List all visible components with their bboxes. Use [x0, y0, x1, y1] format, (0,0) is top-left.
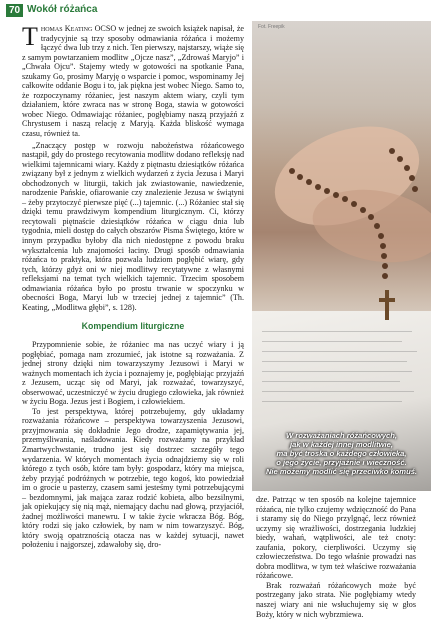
section-title: Wokół różańca	[27, 4, 98, 15]
intro-paragraph	[22, 24, 244, 139]
page-header	[0, 0, 431, 20]
photo-caption	[252, 431, 431, 476]
author-name: homas Keating	[40, 24, 93, 33]
quote-paragraph: „Znaczący postęp w rozwoju nabożeństwa różańcowego nastąpił, gdy do prostego recytowania modlitw dodano refleksję nad wielkimi tajemnicami wiary. Każdy z piętnastu dziesiątków różańca związany był z jednym z wielkich wydarzeń z życia Jezusa i Maryi obchodzonych w liturgii, takich jak zwiastowanie, nawiedzenie, narodzenie Pańskie, ofiarowanie czy znalezienie Jezusa w świątyni – żeby przytoczyć pierwsze pięć (...) tajemnic. (...) Różaniec stał się dzięki temu prawdziwym kompendium liturgicznym. Ci, którzy recytowali piętnaście dziesiątków różańca w ciągu dnia lub tygodnia, mieli dostęp do całych obszarów Pisma Świętego, które w innym przypadku byłoby dla nich niedostępne z powodu braku wykształcenia lub znajomości łaciny. Drugi sposób odmawiania różańca to praktyka, która pozwala ludziom pogłębić wiarę, gdy tych, którzy gdyż oni w niej modlitwy recytatywne z własnymi refleksjami na temat tych wielkich tajemnic. Trzecim sposobem odmawiania różańca było po prostu trwanie w spoczynku w obecności Boga, Maryi lub w trzeciej jednej z tajemnic” (Th. Keating, „Modlitwa głębi”, s. 128).	[22, 140, 244, 312]
rosary-photo	[252, 21, 431, 491]
caption-line: Nie możemy modlić się przeciwko komuś.	[265, 467, 418, 476]
text-line	[262, 331, 412, 332]
text-line	[262, 391, 414, 392]
text-line	[262, 351, 417, 352]
caption-line: o jego życie, przyjaźnie i wieczność.	[276, 458, 407, 467]
left-column	[22, 24, 244, 550]
right-paragraph-1: dze. Patrząc w ten sposób na kolejne tajemnice różańca, nie tylko czujemy wdzięczność do Pana i staramy się do Niego przylgnąć, lecz również uczymy się wrażliwości, dostrzegania ludzkiej biedy, wahań, wątpliwości, ale też cnoty: zaufania, pokory, cierpliwości. Uczymy się człowieczeństwa. Do tego właśnie prowadzi nas dobra modlitwa, w tym też właściwe rozważania różańcowe.	[256, 495, 416, 581]
page-number: 70	[6, 4, 23, 17]
caption-line: jak w każdej innej modlitwie,	[290, 440, 393, 449]
photo-credit: Fot. Freepik	[258, 24, 285, 30]
text-line	[262, 341, 402, 342]
text-line	[262, 361, 407, 362]
caption-line: ma być troska o każdego człowieka,	[276, 449, 407, 458]
intro-text: OCSO w jednej ze swoich książek napisał, że tradycyjnie są trzy sposoby odmawiania różańca i możemy łączyć dwa lub trzy z nich. Ten pierwszy, najstarszy, wiąże się z samym powtarzaniem modlitw „Ojcze nasz”, „Zdrowaś Maryjo” i „Chwała Ojcu”. Stajemy wtedy w gotowości na spotkanie Pana, szukamy Go, prosimy Maryję o wsparcie i pomoc, wspominamy Jej całkowite oddanie Bogu i to, jak piękna jest wobec Niego. Samo to, że rozpoczynamy różaniec, jest naszym aktem wiary, czyli tym działaniem, które zwraca nas w stronę Boga, stawia w gotowości wobec Niego. Odmawiając różaniec, pogłębiamy naszą przyjaźń z Chrystusem i naszą relację z Maryją. Każda bliskość wymaga czasu, również ta.	[22, 24, 245, 139]
right-column	[256, 495, 416, 619]
subheading: Kompendium liturgiczne	[81, 321, 185, 332]
cross-icon	[379, 290, 395, 320]
text-line	[262, 381, 400, 382]
text-line	[262, 371, 412, 372]
right-paragraph-2: Brak rozważań różańcowych może być postrzegany jako strata. Nie pogłębiamy wtedy naszej wiary ani nie wsłuchujemy się w głos Boży, który w nich wybrzmiewa.	[256, 580, 416, 619]
rosary-beads-icon	[252, 21, 431, 321]
text-line	[262, 401, 402, 402]
caption-line: W rozważaniach różańcowych,	[286, 431, 397, 440]
drop-cap: T	[22, 22, 38, 51]
body-paragraph-2: To jest perspektywa, której potrzebujemy, gdy układamy rozważania różańcowe – perspektywa towarzyszenia Jezusowi, przyjmowania się dokładnie Jego drodze, zapamiętywania jej, przemyśliwania, naśladowania. Kiedy rozważamy na przykład Zmartwychwstanie, trudno jest się dostrzec szczegóły tego wydarzenia. W których momentach życia odnajdziemy się w roli którego z tych osób, które tam były: gospodarz, który ma miejsca, żeby przyjąć podróżnych w potrzebie, tego kogoś, kto powiedział im o grocie u pasterzy, czasem sami jesteśmy tymi potrzebującymi – bezdomnymi, jak mająca zaraz rodzić kobieta, albo bezsilnymi, jak opiekujący się nią mąż, niemający dachu nad głową, przyjaciół, żadnej możliwości manewru. I w takie życie wkracza Bóg. Bóg, który rodzi się jako człowiek, by nam w nim towarzyszyć. Bóg, który swoją opatrznością otacza nas w każdej sytuacji, nawet położeniu i najgorszej, zdawałoby się, dro-	[22, 406, 244, 550]
body-paragraph-1: Przypomnienie sobie, że różaniec ma nas uczyć wiary i ją pogłębiać, pomaga nam zrozumieć, jak istotne są rozważania. Z jednej strony dzięki nim towarzyszymy Jezusowi i Maryi w ważnych momentach ich życia i poznajemy je, pogłębiając przyjaźń z Jezusem, ucząc się od Maryi, jak rozważać, towarzyszyć, obserwować, uczestniczyć w życiu drugiego człowieka, jak również w życiu Boga. Jezus jest i Bogiem, i człowiekiem.	[22, 339, 244, 407]
